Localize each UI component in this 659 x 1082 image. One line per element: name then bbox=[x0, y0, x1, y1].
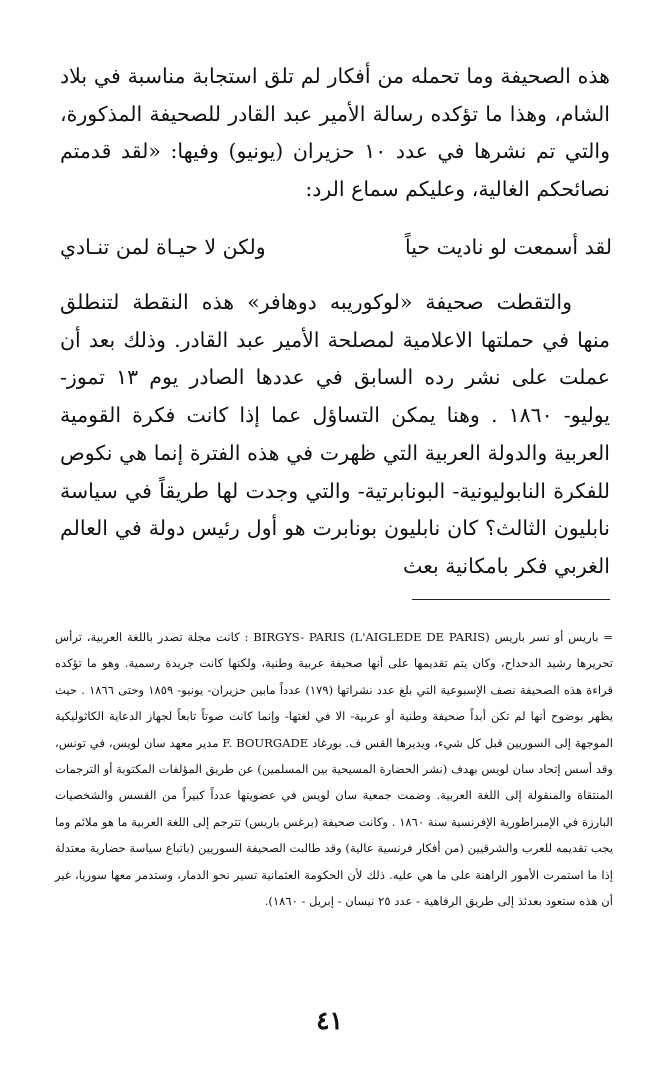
poem-verse bbox=[60, 230, 612, 264]
poem-hemistich-left: ولكن لا حيـاة لمن تنـادي bbox=[60, 235, 266, 259]
page-number: ٤١ bbox=[316, 1006, 343, 1035]
poem-hemistich-right: لقد أسمعت لو ناديت حياً bbox=[404, 235, 612, 259]
footnote-divider bbox=[412, 599, 610, 600]
footnote bbox=[55, 624, 613, 914]
paragraph-2: والتقطت صحيفة «لوكوريبه دوهافر» هذه النقطة لتنطلق منها في حملتها الاعلامية لمصلحة الأمير عبد القادر. وذلك بعد أن عملت على نشر رده السابق في عددها الصادر يوم ١٣ تموز- يوليو- ١٨٦٠ . وهنا يمكن التساؤل عما إذا كانت فكرة القومية العربية والدولة العربية التي ظهرت في هذه الفترة إنما هي نكوص للفكرة النابوليونية- البونابرتية- والتي وجدت لها طريقاً في سياسة نابليون الثالث؟ كان نابليون بونابرت هو أول رئيس دولة في العالم الغربي فكر بامكانية بعث bbox=[60, 290, 611, 578]
main-text bbox=[60, 58, 610, 208]
paragraph-1: هذه الصحيفة وما تحمله من أفكار لم تلق استجابة مناسبة في بلاد الشام، وهذا ما تؤكده رسالة الأمير عبد القادر للصحيفة المذكورة، والتي تم نشرها في عدد ١٠ حزيران (يونيو) وفيها: «لقد قدمتم نصائحكم الغالية، وعليكم سماع الرد: bbox=[60, 64, 610, 201]
footnote-text: = باريس أو نسر باريس BIRGYS- PARIS (L'AIGLEDE DE PARIS) : كانت مجلة تصدر باللغة العربية، ترأس تحريرها رشيد الدحداح، وكان يتم تقديمها على أنها صحيفة عربية وطنية، ولكنها كانت جريدة رسمية. وهو ما تؤكده قراءة هذه الصحيفة نصف الإسبوعية التي بلغ عدد نشراتها (١٧٩) عدداً مابين حزيران- يونيو- ١٨٥٩ وحتى ١٨٦٦ . حيث يظهر بوضوح أنها لم تكن أبداً صحيفة وطنية أو عربية- الا في لغتها- وإنما كانت صوتاً تابعاً لجهاز الدعاية الكاثوليكية الموجهة إلى السوريين قبل كل شيء، ويديرها القس ف. بورغاد F. BOURGADE مدير معهد سان لويس، في تونس، وقد أسس إتحاد سان لويس بهدف (نشر الحضارة المسيحية بين المسلمين) عن طريق المؤلفات المكتوبة أو الترجمات المنتقاة والمنقولة إلى اللغة العربية. وضمت جمعية سان لويس في عضويتها عدداً كبيراً من القسس والشخصيات البارزة في الإمبراطورية الإفرنسية سنة ١٨٦٠ . وكانت صحيفة (برغس باريس) تترجم إلى اللغة العربية ما هو ملائم وما يجب تقديمه للعرب والشرقيين (من أفكار فرنسية عالية) وقد طالبت الصحيفة السوريين (باتباع سياسة حضارية معتدلة إذا ما استمرت الأمور الراهنة على ما هي عليه. ذلك لأن الحكومة العثمانية تسير نحو الدمار، وستدمر معها سوريا، غير أن هذه ستعود بعدئذ إلى طريق الرفاهية - عدد ٢٥ نيسان - إبريل - ١٨٦٠). bbox=[55, 630, 613, 909]
